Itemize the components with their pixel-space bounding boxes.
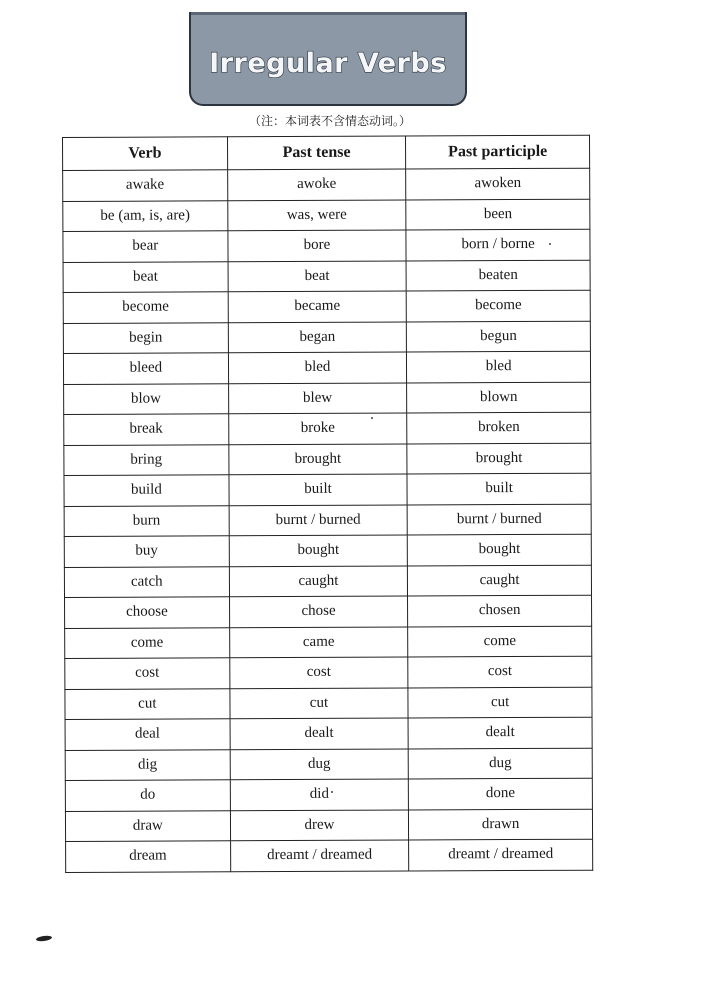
page-title: Irregular Verbs xyxy=(209,47,447,79)
past-tense-cell: bought xyxy=(229,535,408,566)
past-participle-cell: beaten xyxy=(406,260,590,291)
past-participle-cell: caught xyxy=(408,565,592,596)
past-tense-cell: burnt / burned xyxy=(229,504,408,535)
verb-cell: build xyxy=(64,475,229,506)
verb-cell: come xyxy=(65,627,230,658)
past-tense-cell: did xyxy=(230,779,409,810)
verb-cell: buy xyxy=(64,536,229,567)
past-participle-cell: bought xyxy=(408,534,592,565)
past-participle-cell: built xyxy=(407,473,591,504)
column-header-past-tense: Past tense xyxy=(227,136,406,170)
past-participle-cell: bled xyxy=(407,351,591,382)
verb-cell: cut xyxy=(65,688,230,719)
verb-cell: catch xyxy=(64,566,229,597)
table-row xyxy=(63,168,590,201)
past-participle-cell: broken xyxy=(407,412,591,443)
verb-cell: bring xyxy=(64,444,229,475)
verb-cell: choose xyxy=(65,597,230,628)
ink-speck xyxy=(371,417,373,419)
past-tense-cell: cut xyxy=(230,687,409,718)
past-participle-cell: become xyxy=(406,290,590,321)
table-row xyxy=(63,321,590,354)
verb-cell: draw xyxy=(65,810,230,841)
past-tense-cell: drew xyxy=(230,809,409,840)
table-row xyxy=(64,534,591,567)
past-tense-cell: brought xyxy=(229,443,408,474)
past-participle-cell: brought xyxy=(407,443,591,474)
table-row xyxy=(65,687,592,720)
past-tense-cell: dreamt / dreamed xyxy=(230,840,409,871)
past-tense-cell: began xyxy=(228,321,407,352)
table-header-row xyxy=(63,135,590,170)
past-participle-cell: dreamt / dreamed xyxy=(409,839,593,870)
past-participle-cell: begun xyxy=(407,321,591,352)
past-participle-cell: cost xyxy=(408,656,592,687)
past-participle-cell: awoken xyxy=(406,168,590,199)
verb-cell: cost xyxy=(65,658,230,689)
verb-cell: burn xyxy=(64,505,229,536)
verb-cell: bleed xyxy=(63,353,228,384)
table-row xyxy=(65,717,592,750)
ink-speck xyxy=(549,243,551,245)
table-row xyxy=(65,778,592,811)
verb-cell: dream xyxy=(66,841,231,872)
ink-smudge xyxy=(36,935,53,942)
past-participle-cell: burnt / burned xyxy=(407,504,591,535)
past-tense-cell: bore xyxy=(228,230,407,261)
past-participle-cell: been xyxy=(406,199,590,230)
verb-cell: awake xyxy=(63,170,228,201)
verb-cell: begin xyxy=(63,322,228,353)
past-participle-cell: dealt xyxy=(408,717,592,748)
past-tense-cell: was, were xyxy=(227,199,406,230)
table-row xyxy=(66,839,593,872)
column-header-verb: Verb xyxy=(63,137,228,171)
past-participle-cell: come xyxy=(408,626,592,657)
table-body xyxy=(63,168,593,872)
past-tense-cell: caught xyxy=(229,565,408,596)
verb-cell: deal xyxy=(65,719,230,750)
verb-cell: blow xyxy=(64,383,229,414)
table-row xyxy=(65,626,592,659)
verb-cell: become xyxy=(63,292,228,323)
table-row xyxy=(63,351,590,384)
table-row xyxy=(63,229,590,262)
past-tense-cell: built xyxy=(229,474,408,505)
table-row xyxy=(64,504,591,537)
ink-speck xyxy=(331,791,333,793)
table-row xyxy=(64,382,591,415)
verb-cell: bear xyxy=(63,231,228,262)
past-tense-cell: bled xyxy=(228,352,407,383)
title-banner xyxy=(189,12,467,106)
table-row xyxy=(64,565,591,598)
table-row xyxy=(65,595,592,628)
past-tense-cell: became xyxy=(228,291,407,322)
past-tense-cell: broke xyxy=(228,413,407,444)
past-tense-cell: dug xyxy=(230,748,409,779)
past-participle-cell: drawn xyxy=(409,809,593,840)
column-header-past-participle: Past participle xyxy=(406,135,590,169)
past-participle-cell: chosen xyxy=(408,595,592,626)
past-participle-cell: blown xyxy=(407,382,591,413)
past-participle-cell: done xyxy=(409,778,593,809)
table-row xyxy=(63,260,590,293)
past-tense-cell: chose xyxy=(229,596,408,627)
past-participle-cell: dug xyxy=(408,748,592,779)
irregular-verbs-table xyxy=(62,135,593,873)
verb-cell: dig xyxy=(65,749,230,780)
past-tense-cell: came xyxy=(229,626,408,657)
verb-cell: be (am, is, are) xyxy=(63,200,228,231)
verb-cell: break xyxy=(64,414,229,445)
table-row xyxy=(64,473,591,506)
table-row xyxy=(63,290,590,323)
table-row xyxy=(64,412,591,445)
table-row xyxy=(65,809,592,842)
past-participle-cell: born / borne xyxy=(406,229,590,260)
verb-cell: beat xyxy=(63,261,228,292)
table-row xyxy=(64,443,591,476)
table-row xyxy=(65,748,592,781)
past-tense-cell: dealt xyxy=(230,718,409,749)
past-tense-cell: cost xyxy=(229,657,408,688)
past-tense-cell: beat xyxy=(228,260,407,291)
past-participle-cell: cut xyxy=(408,687,592,718)
table-row xyxy=(63,199,590,232)
table-note: （注：本词表不含情态动词。） xyxy=(248,114,411,128)
table-row xyxy=(65,656,592,689)
past-tense-cell: awoke xyxy=(227,169,406,200)
verb-cell: do xyxy=(65,780,230,811)
past-tense-cell: blew xyxy=(228,382,407,413)
